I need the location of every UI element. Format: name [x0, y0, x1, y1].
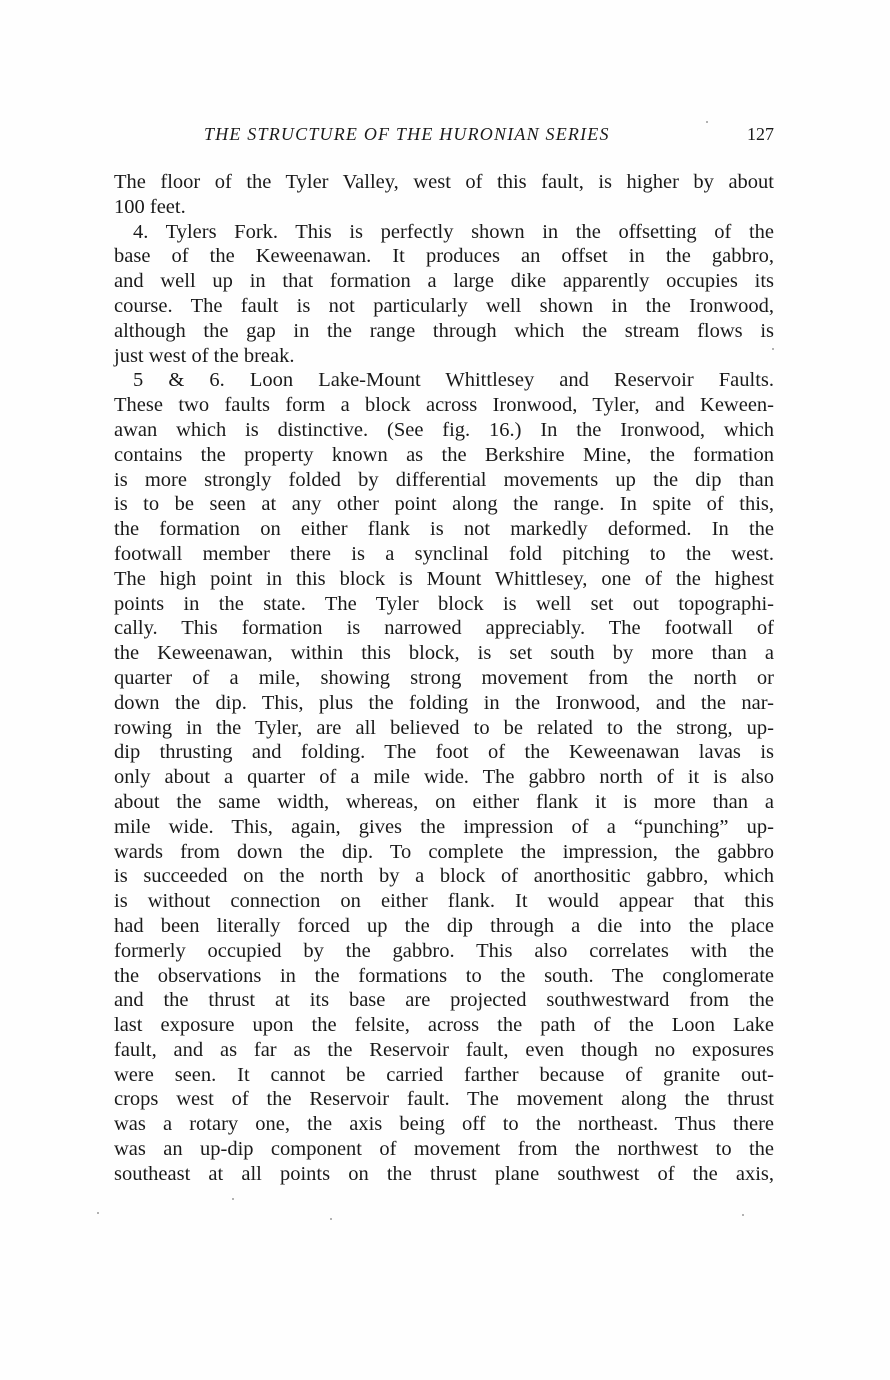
print-speck — [97, 1212, 99, 1214]
text-line: had been literally forced up the dip through a die into the place — [114, 914, 774, 937]
text-line: the observations in the formations to the south. The conglomerate — [114, 964, 774, 987]
text-line: was a rotary one, the axis being off to the northeast. Thus there — [114, 1113, 774, 1136]
text-line: rowing in the Tyler, are all believed to be related to the strong, up- — [114, 716, 774, 739]
text-line: southeast at all points on the thrust plane southwest of the axis, — [114, 1162, 774, 1185]
text-line: the Keweenawan, within this block, is set south by more than a — [114, 642, 774, 665]
text-line: awan which is distinctive. (See fig. 16.) In the Ironwood, which — [114, 418, 774, 441]
body-text — [114, 170, 774, 1187]
running-title: THE STRUCTURE OF THE HURONIAN SERIES — [204, 124, 610, 144]
page-number: 127 — [747, 124, 774, 144]
text-line: These two faults form a block across Ironwood, Tyler, and Keween- — [114, 394, 774, 417]
text-line: dip thrusting and folding. The foot of the Keweenawan lavas is — [114, 741, 774, 764]
text-line: the formation on either flank is not markedly deformed. In the — [114, 518, 774, 541]
text-line: is succeeded on the north by a block of anorthositic gabbro, which — [114, 865, 774, 888]
text-line: about the same width, whereas, on either flank it is more than a — [114, 790, 774, 813]
text-line: formerly occupied by the gabbro. This also correlates with the — [114, 939, 774, 962]
text-line: is to be seen at any other point along the range. In spite of this, — [114, 493, 774, 516]
text-line: is more strongly folded by differential movements up the dip than — [114, 468, 774, 491]
text-line: wards from down the dip. To complete the impression, the gabbro — [114, 840, 774, 863]
text-line: The floor of the Tyler Valley, west of this fault, is higher by about — [114, 171, 774, 193]
text-line: and well up in that formation a large dike apparently occupies its — [114, 270, 774, 293]
text-line: crops west of the Reservoir fault. The movement along the thrust — [114, 1088, 774, 1111]
text-line: cally. This formation is narrowed appreciably. The footwall of — [114, 617, 774, 640]
print-speck — [742, 1214, 744, 1216]
text-line: were seen. It cannot be carried farther because of granite out- — [114, 1063, 774, 1086]
text-line: points in the state. The Tyler block is well set out topographi- — [114, 592, 774, 615]
text-line: 5 & 6. Loon Lake-Mount Whittlesey and Reservoir Faults. — [133, 369, 774, 392]
text-line: and the thrust at its base are projected southwestward from the — [114, 989, 774, 1012]
print-speck — [706, 121, 708, 123]
print-speck — [772, 348, 774, 350]
text-line: base of the Keweenawan. It produces an offset in the gabbro, — [114, 245, 774, 268]
text-line: was an up-dip component of movement from the northwest to the — [114, 1138, 774, 1161]
text-line: 100 feet. — [114, 195, 186, 218]
print-speck — [232, 1198, 234, 1200]
text-line: just west of the break. — [114, 344, 295, 367]
text-line: although the gap in the range through which the stream flows is — [114, 319, 774, 342]
text-line: fault, and as far as the Reservoir fault, even though no exposures — [114, 1038, 774, 1061]
print-speck — [330, 1218, 332, 1220]
text-line: last exposure upon the felsite, across the path of the Loon Lake — [114, 1014, 774, 1037]
text-line: 4. Tylers Fork. This is perfectly shown in the offsetting of the — [133, 220, 774, 243]
running-head — [114, 124, 774, 150]
text-line: only about a quarter of a mile wide. The gabbro north of it is also — [114, 766, 774, 789]
text-line: down the dip. This, plus the folding in the Ironwood, and the nar- — [114, 691, 774, 714]
text-line: mile wide. This, again, gives the impression of a “punching” up- — [114, 815, 774, 838]
text-line: The high point in this block is Mount Whittlesey, one of the highest — [114, 567, 774, 590]
text-line: course. The fault is not particularly well shown in the Ironwood, — [114, 294, 774, 317]
text-line: is without connection on either flank. It would appear that this — [114, 890, 774, 913]
text-line: contains the property known as the Berkshire Mine, the formation — [114, 443, 774, 466]
text-line: footwall member there is a synclinal fold pitching to the west. — [114, 542, 774, 565]
text-line: quarter of a mile, showing strong movement from the north or — [114, 666, 774, 689]
